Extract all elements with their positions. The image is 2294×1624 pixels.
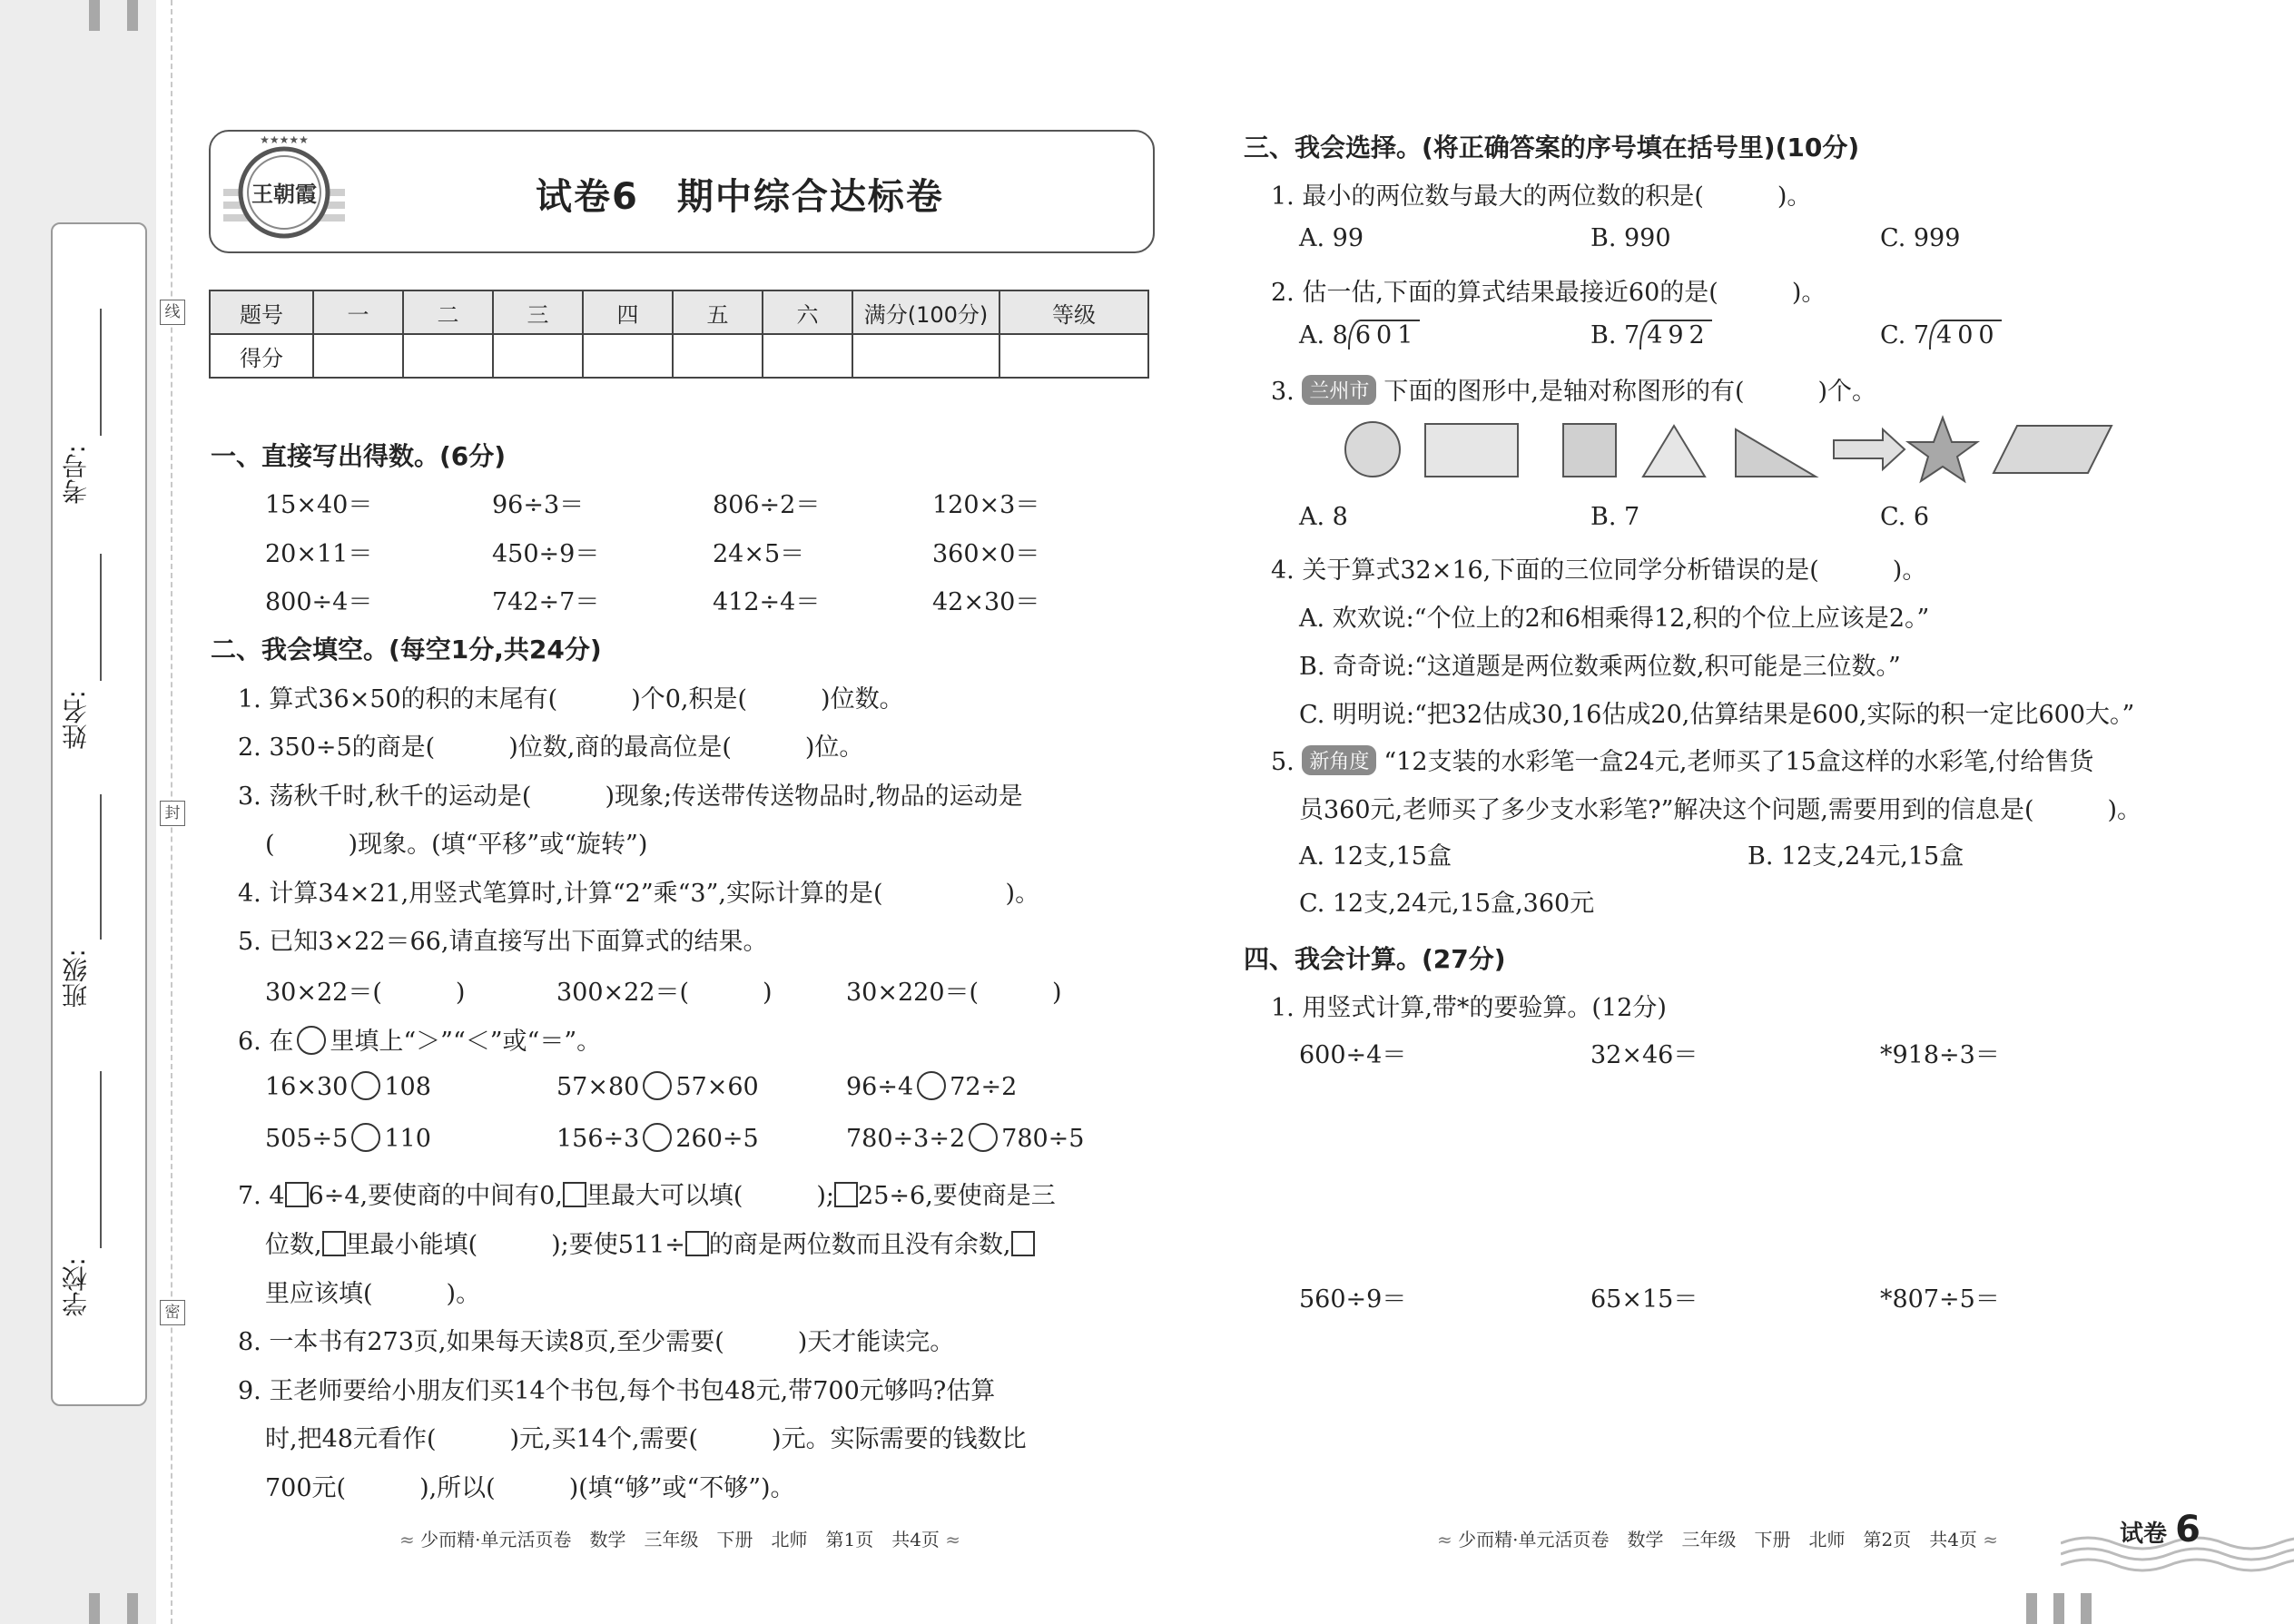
parallelogram-shape (1994, 426, 2112, 473)
compare-item: 780÷3÷2 780÷5 (846, 1125, 1085, 1153)
score-cell: 五 (673, 290, 763, 334)
option[interactable]: C. 999 (1880, 224, 1961, 252)
score-cell: 满分(100分) (852, 290, 999, 334)
choice-question-3: 3. 兰州市 下面的图形中,是轴对称图形的有( )个。 (1271, 371, 1876, 407)
compare-item: 16×30 108 (265, 1073, 431, 1101)
svg-text:★★★★★: ★★★★★ (260, 136, 309, 146)
option[interactable]: A. 12支,15盒 (1299, 842, 1452, 871)
compare-circle-icon[interactable] (917, 1071, 946, 1100)
option[interactable]: B. 12支,24元,15盒 (1748, 842, 1964, 871)
region-badge: 兰州市 (1302, 375, 1376, 405)
calc-item: 120×3＝ (932, 491, 1040, 519)
score-input[interactable] (763, 334, 852, 378)
compare-item: 505÷5 110 (265, 1125, 431, 1153)
vertical-calc-item: 65×15＝ (1590, 1285, 1698, 1314)
section-3-title: 三、我会选择。(将正确答案的序号填在括号里)(10分) (1244, 133, 1860, 162)
score-cell: 二 (403, 290, 493, 334)
vertical-calc-item: 600÷4＝ (1299, 1041, 1407, 1069)
choice-question-5: 5. 新角度 “12支装的水彩笔一盒24元,老师买了15盒这样的水彩笔,付给售货 (1271, 742, 2093, 777)
school-field[interactable] (100, 1071, 102, 1248)
blank-square-icon (1011, 1231, 1035, 1256)
wave-icon: ≈ (1437, 1529, 1452, 1550)
cut-mark: 密 (160, 1300, 185, 1325)
footer-left: ≈ 少而精·单元活页卷 数学 三年级 下册 北师 第1页 共4页 ≈ (399, 1529, 961, 1550)
choice-question-1: 1. 最小的两位数与最大的两位数的积是( )。 (1271, 182, 1812, 211)
fill-question-7-end: 里应该填( )。 (265, 1280, 481, 1308)
class-label: 班级: (61, 949, 91, 1009)
crop-mark (127, 1593, 138, 1624)
fill-question-3: 3. 荡秋千时,秋千的运动是( )现象;传送带传送物品时,物品的运动是 (238, 782, 1023, 811)
vertical-calc-item: 32×46＝ (1590, 1041, 1698, 1069)
calc-question-1: 1. 用竖式计算,带*的要验算。(12分) (1271, 994, 1667, 1022)
score-input[interactable] (852, 334, 999, 378)
calc-item: 742÷7＝ (492, 588, 600, 616)
fill-question-9-cont: 时,把48元看作( )元,买14个,需要( )元。实际需要的钱数比 (265, 1425, 1027, 1453)
fill-question-4: 4. 计算34×21,用竖式笔算时,计算“2”乘“3”,实际计算的是( )。 (238, 880, 1040, 908)
class-field[interactable] (100, 794, 102, 940)
score-input[interactable] (493, 334, 583, 378)
fill-question-6: 6. 在 里填上“＞”“＜”或“＝”。 (238, 1028, 602, 1056)
section-1-title: 一、直接写出得数。(6分) (211, 441, 507, 471)
compare-circle-icon[interactable] (643, 1071, 672, 1100)
option[interactable]: B. 7 492 (1590, 321, 1710, 349)
crop-mark (2026, 1593, 2037, 1624)
name-label: 姓名: (61, 690, 91, 750)
calc-item: 412÷4＝ (713, 588, 821, 616)
fill-question-3-cont: ( )现象。(填“平移”或“旋转”) (265, 831, 648, 859)
wave-icon: ≈ (945, 1529, 961, 1550)
calc-item: 24×5＝ (713, 540, 805, 568)
option[interactable]: A. 欢欢说:“个位上的2和6相乘得12,积的个位上应该是2。” (1299, 605, 1930, 633)
compare-item: 96÷4 72÷2 (846, 1073, 1018, 1101)
school-label: 学校: (61, 1257, 91, 1317)
circle-shape (1345, 422, 1400, 477)
wave-icon: ≈ (1983, 1529, 1999, 1550)
fill-question-9-end: 700元( ),所以( )(填“够”或“不够”)。 (265, 1474, 795, 1502)
option[interactable]: B. 7 (1590, 503, 1640, 531)
section-4-title: 四、我会计算。(27分) (1244, 944, 1506, 974)
score-cell: 得分 (210, 334, 313, 378)
new-angle-badge: 新角度 (1302, 745, 1376, 775)
paper-tag: 试卷 6 (2120, 1509, 2200, 1550)
vertical-calc-item: *918÷3＝ (1880, 1041, 2000, 1069)
wave-icon: ≈ (399, 1529, 415, 1550)
option[interactable]: A. 8 (1299, 503, 1348, 531)
student-info-box (51, 222, 147, 1406)
blank-square-icon (322, 1231, 346, 1256)
calc-item: 15×40＝ (265, 491, 373, 519)
publisher-logo (223, 136, 345, 247)
compare-circle-icon[interactable] (351, 1123, 380, 1152)
option[interactable]: B. 奇奇说:“这道题是两位数乘两位数,积可能是三位数。” (1299, 653, 1901, 681)
q5-item: 30×220＝( ) (846, 979, 1062, 1007)
compare-circle-icon[interactable] (969, 1123, 998, 1152)
vertical-calc-item: *807÷5＝ (1880, 1285, 2000, 1314)
score-cell: 等级 (999, 290, 1148, 334)
crop-mark (2081, 1593, 2092, 1624)
crop-mark (89, 1593, 100, 1624)
cut-mark: 封 (160, 801, 185, 826)
q5-item: 30×22＝( ) (265, 979, 466, 1007)
option[interactable]: C. 12支,24元,15盒,360元 (1299, 890, 1595, 918)
fill-question-1: 1. 算式36×50的积的末尾有( )个0,积是( )位数。 (238, 685, 904, 714)
calc-item: 800÷4＝ (265, 588, 373, 616)
score-input[interactable] (583, 334, 673, 378)
blank-square-icon (563, 1182, 586, 1207)
fill-question-5: 5. 已知3×22＝66,请直接写出下面算式的结果。 (238, 928, 768, 956)
choice-question-2: 2. 估一估,下面的算式结果最接近60的是( )。 (1271, 279, 1826, 307)
exam-number-label: 考号: (61, 445, 91, 505)
arrow-shape (1834, 429, 1905, 469)
score-cell: 三 (493, 290, 583, 334)
calc-item: 450÷9＝ (492, 540, 600, 568)
score-header-row (210, 290, 1148, 334)
crop-mark (89, 0, 100, 31)
compare-circle-icon[interactable] (351, 1071, 380, 1100)
shapes-figure (1334, 413, 2115, 486)
blank-square-icon (834, 1182, 858, 1207)
compare-item: 57×80 57×60 (556, 1073, 759, 1101)
score-input[interactable] (673, 334, 763, 378)
choice-question-4: 4. 关于算式32×16,下面的三位同学分析错误的是( )。 (1271, 556, 1927, 585)
name-field[interactable] (100, 554, 102, 681)
cut-mark: 线 (160, 300, 185, 325)
score-cell: 六 (763, 290, 852, 334)
option[interactable]: C. 7 400 (1880, 321, 2000, 349)
square-shape (1563, 424, 1616, 477)
option[interactable]: C. 明明说:“把32估成30,16估成20,估算结果是600,实际的积一定比600大。” (1299, 701, 2135, 729)
page-title: 试卷6 期中综合达标卷 (536, 176, 944, 218)
compare-circle-icon[interactable] (643, 1123, 672, 1152)
triangle-shape (1643, 426, 1705, 477)
fill-question-7: 7. 4 6÷4,要使商的中间有0, 里最大可以填( ); 25÷6,要使商是三 (238, 1182, 1056, 1210)
calc-item: 42×30＝ (932, 588, 1040, 616)
compare-item: 156÷3 260÷5 (556, 1125, 759, 1153)
section-2-title: 二、我会填空。(每空1分,共24分) (211, 635, 602, 664)
option[interactable]: B. 990 (1590, 224, 1671, 252)
calc-item: 360×0＝ (932, 540, 1040, 568)
logo-text: 王朝霞 (251, 181, 317, 207)
footer-right: ≈ 少而精·单元活页卷 数学 三年级 下册 北师 第2页 共4页 ≈ (1437, 1529, 1999, 1550)
blank-square-icon (285, 1182, 309, 1207)
right-triangle-shape (1736, 429, 1816, 477)
fill-question-8: 8. 一本书有273页,如果每天读8页,至少需要( )天才能读完。 (238, 1328, 955, 1356)
calc-item: 20×11＝ (265, 540, 373, 568)
crop-mark (127, 0, 138, 31)
score-input[interactable] (999, 334, 1148, 378)
option[interactable]: A. 8 601 (1299, 321, 1419, 349)
rectangle-shape (1425, 424, 1518, 477)
score-cell: 一 (313, 290, 403, 334)
choice-question-5-cont: 员360元,老师买了多少支水彩笔?”解决这个问题,需要用到的信息是( )。 (1299, 796, 2142, 824)
option[interactable]: C. 6 (1880, 503, 1930, 531)
score-table (209, 290, 1149, 379)
blank-square-icon (685, 1231, 709, 1256)
crop-mark (2053, 1593, 2064, 1624)
score-input[interactable] (313, 334, 403, 378)
score-cell: 四 (583, 290, 673, 334)
score-value-row (210, 334, 1148, 378)
fill-question-9: 9. 王老师要给小朋友们买14个书包,每个书包48元,带700元够吗?估算 (238, 1377, 996, 1405)
fill-question-7-cont: 位数, 里最小能填( );要使511÷ 的商是两位数而且没有余数, (265, 1225, 1035, 1260)
calc-item: 806÷2＝ (713, 491, 821, 519)
star-shape (1908, 418, 1977, 481)
exam-number-field[interactable] (100, 309, 102, 436)
vertical-calc-item: 560÷9＝ (1299, 1285, 1407, 1314)
option[interactable]: A. 99 (1299, 224, 1364, 252)
compare-circle-icon (297, 1026, 326, 1055)
calc-item: 96÷3＝ (492, 491, 585, 519)
q5-item: 300×22＝( ) (556, 979, 773, 1007)
fill-question-2: 2. 350÷5的商是( )位数,商的最高位是( )位。 (238, 733, 864, 762)
score-cell: 题号 (210, 290, 313, 334)
score-input[interactable] (403, 334, 493, 378)
